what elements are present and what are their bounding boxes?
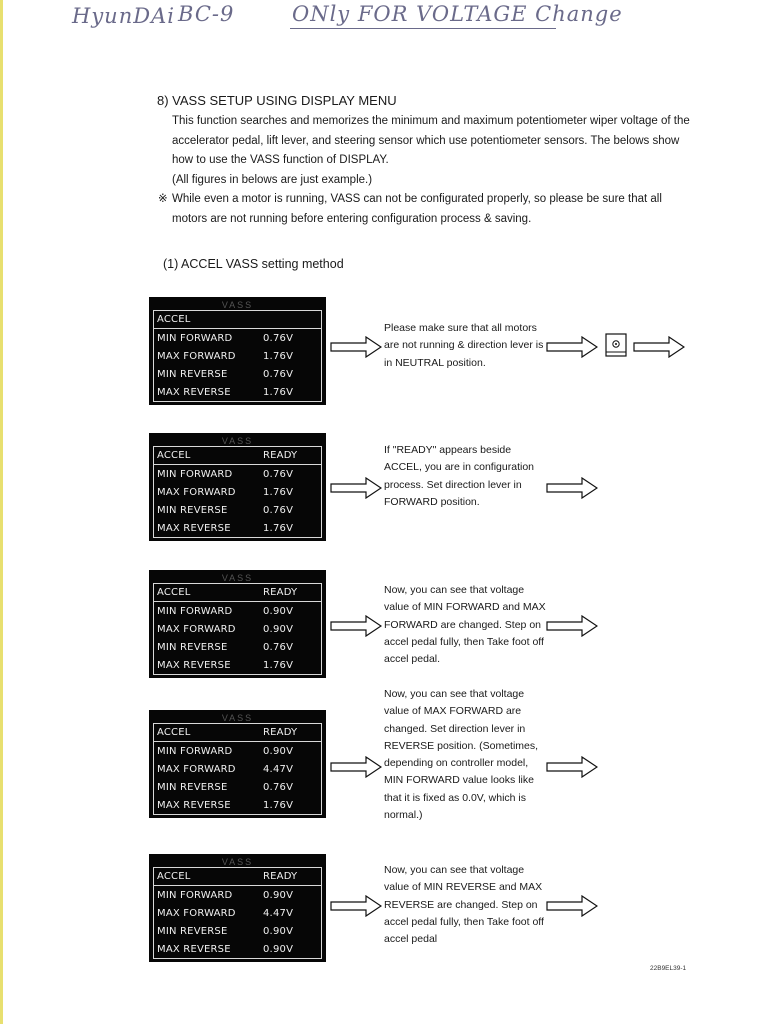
right-arrow-icon (546, 477, 598, 499)
handwritten-model: BC-9 (178, 2, 235, 26)
lcd-label: MAX FORWARD (157, 623, 236, 635)
lcd-label: MIN FORWARD (157, 745, 233, 757)
lcd-label: MIN REVERSE (157, 925, 228, 937)
document-code: 22B9EL39-1 (650, 965, 687, 972)
lcd-label: MIN FORWARD (157, 468, 233, 480)
lcd-screen-3 (149, 570, 326, 678)
lcd-frame (153, 867, 322, 959)
subsection-title: (1) ACCEL VASS setting method (163, 257, 344, 271)
note-mark: ※ (158, 193, 168, 205)
lcd-title-row (154, 311, 321, 329)
lcd-row (154, 329, 321, 347)
handwritten-note: ONly FOR VOLTAGE Change (292, 2, 623, 26)
step-description-2: If "READY" appears beside ACCEL, you are in configuration process. Set direction lever in FORWARD position. (384, 444, 534, 508)
intro-text: This function searches and memorizes the minimum and maximum potentiometer wiper voltage of the accelerator pedal, lift lever, and steering sensor which use potentiometer sensors. The belows show how to use the VASS function of DISPLAY. (172, 115, 690, 166)
lcd-header: VASS (221, 714, 254, 723)
intro-example-note: (All figures in belows are just example.) (172, 173, 373, 186)
lcd-title: ACCEL (157, 450, 191, 461)
lcd-title-row (154, 447, 321, 465)
right-arrow-icon (330, 477, 382, 499)
lcd-row (154, 365, 321, 383)
warning-note (158, 190, 698, 229)
lcd-label: MAX REVERSE (157, 386, 231, 398)
step-description-1: Please make sure that all motors are not running & direction lever is in NEUTRAL position. (384, 322, 544, 369)
lcd-label: MIN FORWARD (157, 332, 233, 344)
lcd-screen-2 (149, 433, 326, 541)
right-arrow-icon (330, 895, 382, 917)
lcd-status: READY (263, 871, 298, 882)
section-title: 8) VASS SETUP USING DISPLAY MENU (157, 93, 397, 108)
lcd-title: ACCEL (157, 587, 191, 598)
lcd-status: READY (263, 727, 298, 738)
lcd-value: 1.76V (263, 659, 294, 671)
lcd-value: 0.76V (263, 504, 294, 516)
lcd-value: 0.76V (263, 641, 294, 653)
lcd-title-row (154, 868, 321, 886)
lcd-value: 0.90V (263, 605, 294, 617)
lcd-header: VASS (221, 574, 254, 583)
lcd-title: ACCEL (157, 871, 191, 882)
right-arrow-icon (633, 336, 685, 358)
lcd-title: ACCEL (157, 314, 191, 325)
lcd-label: MAX REVERSE (157, 522, 231, 534)
warning-text: While even a motor is running, VASS can not be configurated properly, so please be sure that all motors are not running before entering configuration process & saving. (172, 193, 662, 225)
lcd-row (154, 886, 321, 904)
lcd-row (154, 383, 321, 401)
lcd-value: 4.47V (263, 907, 294, 919)
lcd-label: MAX FORWARD (157, 907, 236, 919)
handwritten-underline (290, 28, 556, 29)
step-description-5: Now, you can see that voltage value of MIN REVERSE and MAX REVERSE are changed. Step on accel pedal fully, then Take foot off accel pedal (384, 864, 544, 946)
lcd-row (154, 922, 321, 940)
lcd-value: 0.90V (263, 623, 294, 635)
lcd-label: MIN REVERSE (157, 781, 228, 793)
right-arrow-icon (546, 895, 598, 917)
right-arrow-icon (330, 756, 382, 778)
lcd-value: 0.90V (263, 925, 294, 937)
lcd-row (154, 904, 321, 922)
handwritten-brand: HyunDAi (72, 4, 175, 28)
lcd-row (154, 940, 321, 958)
step-description-3: Now, you can see that voltage value of MIN FORWARD and MAX FORWARD are changed. Step on accel pedal fully, then Take foot off accel pedal. (384, 584, 546, 666)
lcd-row (154, 656, 321, 674)
lcd-value: 1.76V (263, 350, 294, 362)
lcd-row (154, 778, 321, 796)
lcd-label: MIN REVERSE (157, 368, 228, 380)
lcd-value: 1.76V (263, 799, 294, 811)
lcd-value: 0.90V (263, 745, 294, 757)
lcd-frame (153, 310, 322, 402)
lcd-row (154, 501, 321, 519)
lcd-row (154, 620, 321, 638)
lcd-value: 1.76V (263, 522, 294, 534)
lcd-value: 0.76V (263, 468, 294, 480)
lcd-row (154, 760, 321, 778)
scan-edge (0, 0, 3, 1024)
lcd-row (154, 519, 321, 537)
display-device-icon (605, 333, 627, 357)
lcd-row (154, 742, 321, 760)
lcd-row (154, 465, 321, 483)
right-arrow-icon (330, 615, 382, 637)
lcd-row (154, 483, 321, 501)
lcd-status: READY (263, 587, 298, 598)
lcd-row (154, 347, 321, 365)
lcd-header: VASS (221, 437, 254, 446)
lcd-value: 1.76V (263, 386, 294, 398)
lcd-label: MAX REVERSE (157, 943, 231, 955)
lcd-label: MAX REVERSE (157, 659, 231, 671)
lcd-label: MIN FORWARD (157, 605, 233, 617)
lcd-label: MIN FORWARD (157, 889, 233, 901)
right-arrow-icon (330, 336, 382, 358)
right-arrow-icon (546, 615, 598, 637)
lcd-frame (153, 723, 322, 815)
lcd-screen-1 (149, 297, 326, 405)
lcd-value: 1.76V (263, 486, 294, 498)
lcd-value: 0.90V (263, 889, 294, 901)
lcd-title-row (154, 584, 321, 602)
lcd-value: 0.76V (263, 781, 294, 793)
lcd-frame (153, 583, 322, 675)
lcd-value: 0.90V (263, 943, 294, 955)
lcd-value: 0.76V (263, 332, 294, 344)
lcd-screen-4 (149, 710, 326, 818)
lcd-screen-5 (149, 854, 326, 962)
lcd-label: MAX FORWARD (157, 486, 236, 498)
lcd-value: 0.76V (263, 368, 294, 380)
lcd-row (154, 796, 321, 814)
lcd-header: VASS (221, 858, 254, 867)
section-intro (172, 112, 692, 190)
lcd-title: ACCEL (157, 727, 191, 738)
lcd-label: MAX FORWARD (157, 763, 236, 775)
lcd-title-row (154, 724, 321, 742)
lcd-status: READY (263, 450, 298, 461)
step-description-4: Now, you can see that voltage value of MAX FORWARD are changed. Set direction lever in REVERSE position. (Sometimes, depending on controller model, MIN FORWARD value looks like that it is fixed as 0.0V, which is normal.) (384, 688, 539, 822)
lcd-label: MIN REVERSE (157, 504, 228, 516)
lcd-header: VASS (221, 301, 254, 310)
right-arrow-icon (546, 756, 598, 778)
lcd-value: 4.47V (263, 763, 294, 775)
lcd-label: MAX FORWARD (157, 350, 236, 362)
right-arrow-icon (546, 336, 598, 358)
lcd-label: MAX REVERSE (157, 799, 231, 811)
lcd-row (154, 602, 321, 620)
lcd-frame (153, 446, 322, 538)
lcd-row (154, 638, 321, 656)
lcd-label: MIN REVERSE (157, 641, 228, 653)
